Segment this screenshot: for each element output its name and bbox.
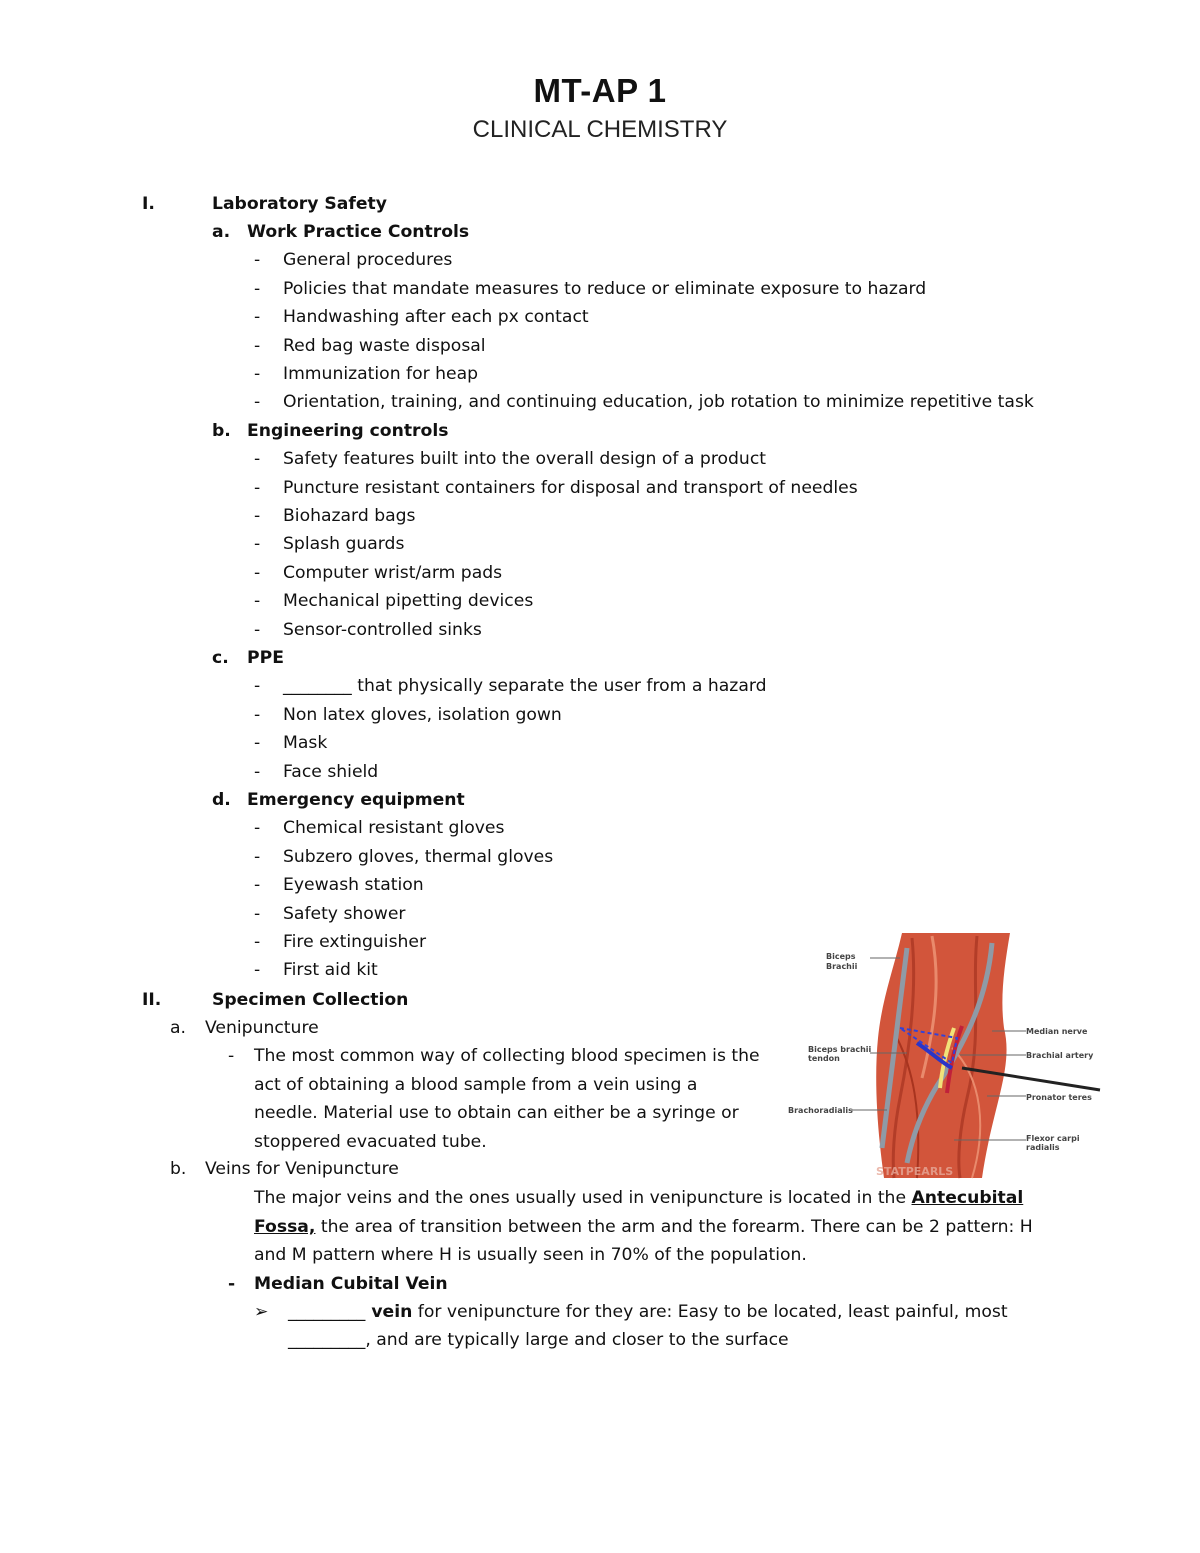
list-item: Biohazard bags xyxy=(283,506,416,526)
text-run: The major veins and the ones usually used in venipuncture is located in the xyxy=(254,1188,912,1209)
list-item: Fire extinguisher xyxy=(283,932,427,952)
subsection-letter: a. xyxy=(212,222,231,242)
list-item: Mask xyxy=(283,733,328,754)
list-item: Red bag waste disposal xyxy=(283,335,486,356)
list-item: Sensor-controlled sinks xyxy=(283,619,482,640)
paragraph-line: needle. Material use to obtain can either be a syringe or xyxy=(254,1103,739,1124)
list-item: Immunization for heap xyxy=(283,364,479,384)
dash-bullet: - xyxy=(254,761,261,782)
subsection-heading: PPE xyxy=(247,648,284,668)
fill-blank: _________ xyxy=(288,1330,366,1351)
label-biceps-1: Biceps xyxy=(826,952,856,961)
paragraph-line: stoppered evacuated tube. xyxy=(254,1131,487,1152)
text-run: for venipuncture for they are: Easy to be located, least painful, most xyxy=(412,1302,1008,1322)
dash-bullet: - xyxy=(254,278,261,299)
paragraph-line: The most common way of collecting blood specimen is the xyxy=(254,1046,760,1067)
fill-blank: _________ xyxy=(288,1302,366,1322)
text-run: the area of transition between the arm and the forearm. There can be 2 pattern: H xyxy=(315,1216,1033,1237)
figure-watermark: STATPEARLS xyxy=(876,1165,954,1178)
paragraph-line: act of obtaining a blood sample from a vein using a xyxy=(254,1074,698,1095)
arrow-list-item xyxy=(288,1301,1008,1323)
dash-bullet: - xyxy=(254,875,261,896)
label-brachioradialis: Brachoradialis xyxy=(788,1106,853,1115)
list-item: Policies that mandate measures to reduce or eliminate exposure to hazard xyxy=(283,278,927,299)
paragraph-line xyxy=(254,1216,1033,1238)
arrow-bullet-icon: ➢ xyxy=(254,1302,269,1322)
dash-bullet: - xyxy=(254,960,261,981)
list-item: Puncture resistant containers for disposal and transport of needles xyxy=(283,477,858,498)
label-brachial-artery: Brachial artery xyxy=(1026,1051,1094,1060)
dash-bullet: - xyxy=(254,704,261,725)
list-item: Handwashing after each px contact xyxy=(283,307,589,328)
label-tendon-2: tendon xyxy=(808,1054,840,1063)
dash-bullet: - xyxy=(254,449,261,470)
dash-bullet: - xyxy=(254,733,261,754)
subsection-heading: Work Practice Controls xyxy=(247,222,470,242)
list-item: Safety features built into the overall design of a product xyxy=(283,449,767,470)
list-item: First aid kit xyxy=(283,960,378,981)
subsection-heading: Emergency equipment xyxy=(247,790,465,810)
subsection-letter: d. xyxy=(212,790,231,810)
list-item: Subzero gloves, thermal gloves xyxy=(283,846,554,867)
list-item: Mechanical pipetting devices xyxy=(283,591,534,612)
label-tendon-1: Biceps brachii xyxy=(808,1045,872,1054)
dash-bullet: - xyxy=(254,506,261,526)
term-antecubital: Antecubital xyxy=(911,1188,1024,1209)
dash-bullet: - xyxy=(254,562,261,583)
dash-bullet: - xyxy=(254,335,261,356)
dash-bullet: - xyxy=(254,250,261,271)
dash-bullet: - xyxy=(254,477,261,498)
list-item: Face shield xyxy=(283,761,379,782)
dash-bullet: - xyxy=(254,534,261,555)
list-item: Eyewash station xyxy=(283,875,424,896)
paragraph-line xyxy=(254,1187,1023,1209)
dash-bullet: - xyxy=(254,591,261,612)
paragraph-line: and M pattern where H is usually seen in 70% of the population. xyxy=(254,1245,807,1266)
subsection-letter: a. xyxy=(170,1018,186,1038)
dash-bullet: - xyxy=(254,903,261,924)
subsection-letter: b. xyxy=(212,420,231,441)
text-run: , and are typically large and closer to the surface xyxy=(365,1330,789,1351)
list-item: Computer wrist/arm pads xyxy=(283,562,503,583)
document-subtitle: CLINICAL CHEMISTRY xyxy=(472,116,728,143)
label-flexor-1: Flexor carpi xyxy=(1026,1134,1080,1143)
dash-bullet: - xyxy=(254,619,261,640)
dash-bullet: - xyxy=(254,364,261,384)
dash-bullet: - xyxy=(228,1046,235,1067)
list-item: Non latex gloves, isolation gown xyxy=(283,704,562,725)
text-run: vein xyxy=(365,1302,413,1322)
label-pronator-teres: Pronator teres xyxy=(1026,1093,1092,1102)
antecubital-anatomy-figure xyxy=(782,928,1112,1180)
dash-bullet: - xyxy=(254,392,261,413)
subsection-heading: Engineering controls xyxy=(247,420,449,441)
label-flexor-2: radialis xyxy=(1026,1143,1060,1152)
section-number: I. xyxy=(142,194,155,214)
section-heading: Specimen Collection xyxy=(212,990,409,1010)
label-median-nerve: Median nerve xyxy=(1026,1027,1088,1036)
subsection-letter: c. xyxy=(212,648,229,668)
sub-topic-heading: Median Cubital Vein xyxy=(254,1273,448,1294)
list-item: ________ that physically separate the user from a hazard xyxy=(283,676,767,697)
subsection-letter: b. xyxy=(170,1159,187,1179)
dash-bullet: - xyxy=(254,307,261,328)
section-number: II. xyxy=(142,990,162,1010)
dash-bullet: - xyxy=(228,1273,236,1294)
list-item: Orientation, training, and continuing education, job rotation to minimize repetitive task xyxy=(283,392,1034,413)
section-heading: Laboratory Safety xyxy=(212,194,387,214)
document-title: MT-AP 1 xyxy=(533,72,667,109)
term-fossa: Fossa, xyxy=(254,1216,316,1237)
label-biceps-2: Brachii xyxy=(826,962,858,971)
list-item: Splash guards xyxy=(283,534,405,555)
subsection-heading: Veins for Venipuncture xyxy=(205,1159,399,1179)
list-item: Safety shower xyxy=(283,903,406,924)
dash-bullet: - xyxy=(254,846,261,867)
subsection-heading: Venipuncture xyxy=(205,1018,319,1038)
list-item: Chemical resistant gloves xyxy=(283,818,505,839)
dash-bullet: - xyxy=(254,818,261,839)
dash-bullet: - xyxy=(254,676,261,697)
arrow-list-item-cont xyxy=(288,1329,789,1351)
dash-bullet: - xyxy=(254,932,261,952)
list-item: General procedures xyxy=(283,250,453,271)
